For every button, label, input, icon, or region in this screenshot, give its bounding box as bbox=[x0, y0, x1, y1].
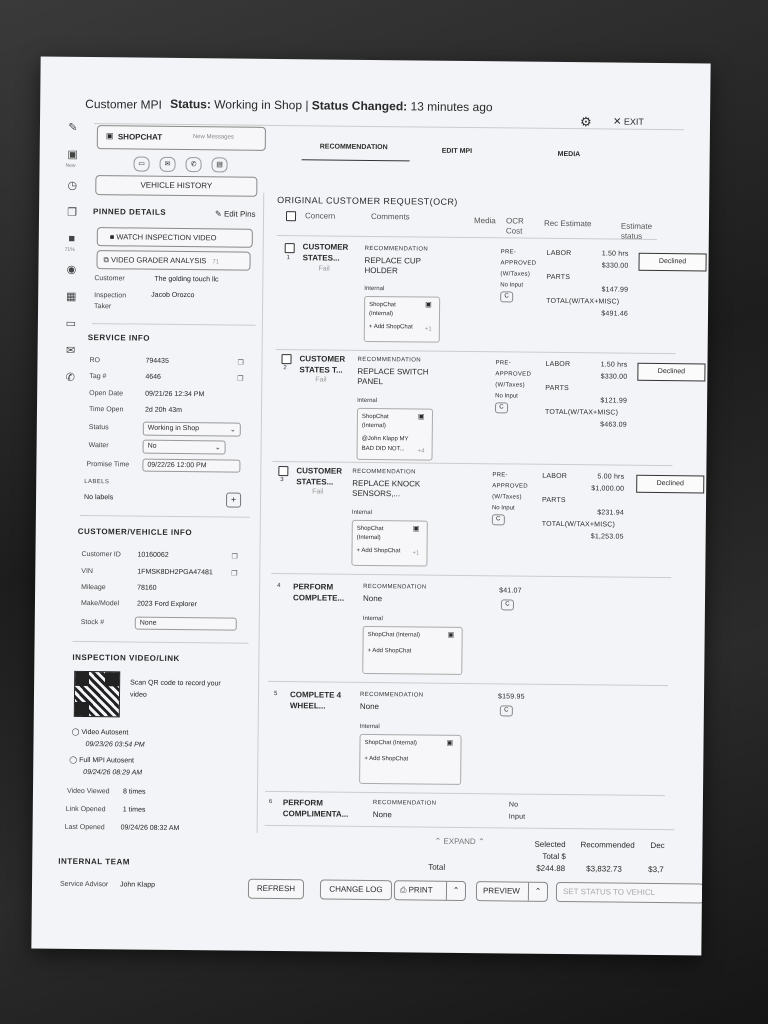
recommended-header: Recommended bbox=[580, 840, 635, 850]
copy-icon[interactable]: ❐ bbox=[67, 206, 78, 219]
rec-name: None bbox=[372, 810, 392, 820]
row-checkbox[interactable] bbox=[281, 354, 291, 364]
shopchat-box[interactable] bbox=[351, 520, 427, 567]
waiter-select-value: No bbox=[147, 442, 157, 450]
time-open-label: Time Open bbox=[88, 406, 124, 414]
pre-approved bbox=[492, 470, 528, 525]
pencil-icon: ✎ bbox=[215, 209, 222, 219]
printer-icon: ⎙ bbox=[399, 885, 407, 895]
chat-add-icon[interactable]: ▣ bbox=[412, 525, 420, 533]
labor-hours: 5.00 hrs bbox=[597, 473, 625, 481]
labor-label: LABOR bbox=[546, 249, 572, 258]
shopchat-label: SHOPCHAT bbox=[117, 132, 163, 142]
chevron-up-icon: ⌃ bbox=[434, 836, 442, 846]
labor-hours: 1.50 hrs bbox=[600, 361, 628, 369]
expand-label: EXPAND bbox=[443, 836, 476, 847]
pre-line3: (W/Taxes) bbox=[500, 271, 531, 278]
labor-label: LABOR bbox=[545, 360, 571, 369]
watch-inspection-video-button[interactable] bbox=[97, 227, 253, 248]
parts-label: PARTS bbox=[545, 384, 569, 393]
rec-line2: HOLDER bbox=[364, 265, 398, 276]
shopchat-icon: ▣ bbox=[105, 131, 114, 141]
print-button[interactable] bbox=[394, 880, 466, 901]
chat-add-icon[interactable]: ▣ bbox=[425, 301, 432, 309]
labels-value: No labels bbox=[84, 493, 114, 502]
concern-line2: STATES... bbox=[296, 477, 334, 487]
concern-line2: COMPLETE... bbox=[292, 593, 345, 603]
table-row bbox=[280, 351, 686, 463]
mpi-autosent-time: 09/24/26 08:29 AM bbox=[83, 769, 143, 777]
customer-value: The golding touch llc bbox=[154, 275, 219, 284]
check-circle-icon: ◯ bbox=[71, 728, 80, 736]
message-icon[interactable]: ▭ bbox=[65, 317, 77, 330]
checkbox-icon bbox=[286, 211, 296, 221]
sms-icon[interactable]: ▭ bbox=[133, 156, 149, 171]
column-divider bbox=[257, 193, 265, 833]
status-badge[interactable]: Declined bbox=[637, 363, 705, 382]
rec-name bbox=[364, 256, 421, 277]
video-viewed-label: Video Viewed bbox=[66, 787, 110, 796]
exit-button[interactable] bbox=[613, 117, 644, 128]
time-open-value: 2d 20h 43m bbox=[144, 406, 183, 415]
chevron-up-icon: ⌃ bbox=[477, 837, 485, 847]
c-button[interactable]: C bbox=[492, 514, 505, 525]
table-row bbox=[269, 793, 649, 841]
notes-icon[interactable]: ▤ bbox=[211, 157, 227, 172]
shopchat-box-title: ShopChat (Internal) bbox=[364, 739, 417, 747]
internal-label: Internal bbox=[357, 397, 378, 405]
rec-line2: PANEL bbox=[357, 376, 383, 387]
new-badge: New bbox=[65, 162, 76, 169]
pre-line2: APPROVED bbox=[500, 260, 537, 267]
add-shopchat-link[interactable]: + Add ShopChat bbox=[356, 547, 401, 555]
status-changed-label: Status Changed: bbox=[311, 98, 408, 114]
total-dollar-header: Total $ bbox=[542, 851, 566, 862]
rec-name bbox=[352, 479, 420, 500]
mpi-autosent bbox=[69, 755, 142, 780]
parts-amount: $147.99 bbox=[601, 286, 629, 294]
total-label: TOTAL(W/TAX+MISC) bbox=[541, 520, 616, 529]
rec-title: RECOMMENDATION bbox=[352, 468, 416, 476]
last-opened-label: Last Opened bbox=[64, 823, 105, 832]
mileage-label: Mileage bbox=[81, 583, 106, 592]
col-ocr-line2: Cost bbox=[505, 226, 523, 236]
stock-field[interactable]: None bbox=[135, 617, 237, 631]
last-opened-value: 09/24/26 08:32 AM bbox=[120, 824, 180, 833]
col-ocr-cost bbox=[506, 216, 524, 236]
link-opened-value: 1 times bbox=[122, 806, 146, 814]
estimate-block bbox=[542, 471, 625, 544]
close-icon: ✕ bbox=[612, 116, 622, 128]
table-row bbox=[271, 683, 652, 791]
shopchat-box-title: ShopChat bbox=[361, 413, 389, 421]
inspection-taker-value: Jacob Orozco bbox=[151, 291, 195, 300]
labor-amount: $1,000.00 bbox=[591, 485, 625, 493]
declined-header: Dec bbox=[650, 840, 665, 851]
pinned-divider bbox=[92, 323, 256, 326]
table-row bbox=[274, 575, 655, 683]
cv-divider bbox=[73, 641, 249, 644]
add-shopchat-link[interactable]: + Add ShopChat bbox=[367, 647, 412, 655]
rec-title: RECOMMENDATION bbox=[359, 691, 424, 699]
pre-approved bbox=[495, 358, 531, 413]
col-comments: Comments bbox=[370, 211, 410, 222]
change-log-button[interactable]: CHANGE LOG bbox=[320, 879, 392, 900]
add-label-button[interactable]: + bbox=[226, 492, 241, 507]
video-autosent-time: 09/23/26 03:54 PM bbox=[85, 741, 145, 749]
service-info-title: SERVICE INFO bbox=[87, 333, 151, 343]
col-rec-estimate: Rec Estimate bbox=[543, 218, 592, 229]
row-concern[interactable] bbox=[290, 689, 341, 712]
total-label: Total bbox=[428, 862, 446, 872]
customer-id-value: 10160062 bbox=[137, 551, 169, 559]
contact-icons bbox=[133, 152, 237, 172]
shopchat-box-subtitle: (Internal) bbox=[361, 422, 386, 430]
copy-tag-icon[interactable]: ❐ bbox=[237, 375, 244, 383]
row-fail: Fail bbox=[315, 376, 327, 384]
labor-amount: $330.00 bbox=[600, 373, 628, 381]
status-select[interactable] bbox=[143, 422, 241, 437]
mpi-tabs bbox=[302, 143, 674, 159]
rec-title: RECOMMENDATION bbox=[357, 356, 422, 364]
inspection-taker-label bbox=[94, 290, 126, 312]
pre-line1: PRE- bbox=[495, 360, 512, 367]
row-fail: Fail bbox=[318, 265, 330, 273]
concern-line1: COMPLETE 4 bbox=[289, 690, 342, 700]
chat-icon[interactable]: ▣ bbox=[67, 148, 78, 161]
copy-vin-icon[interactable]: ❐ bbox=[231, 570, 238, 578]
pin-icon[interactable]: ✎ bbox=[68, 121, 78, 134]
table-row bbox=[282, 239, 687, 351]
pinned-details-title: PINNED DETAILS bbox=[93, 207, 167, 217]
status-badge[interactable]: Declined bbox=[638, 253, 706, 272]
qr-code bbox=[74, 671, 120, 717]
row-checkbox[interactable] bbox=[278, 466, 288, 476]
link-opened-label: Link Opened bbox=[65, 805, 106, 814]
qr-text-line1: Scan QR code to record your bbox=[130, 679, 221, 688]
video-grader-button[interactable] bbox=[96, 250, 250, 271]
shopchat-box-title: ShopChat bbox=[369, 301, 396, 309]
vin-label: VIN bbox=[81, 567, 94, 576]
total-amount: $491.46 bbox=[601, 310, 629, 318]
labor-label: LABOR bbox=[542, 472, 568, 481]
edit-pins-button[interactable] bbox=[215, 209, 256, 218]
row-number: 3 bbox=[280, 477, 284, 484]
tab-active-underline bbox=[302, 159, 410, 161]
col-concern: Concern bbox=[304, 211, 336, 221]
page-title: Customer MPI bbox=[85, 96, 162, 112]
ro-value: 794435 bbox=[145, 357, 169, 365]
col-status-line2: status bbox=[620, 231, 643, 241]
tag-label: Tag # bbox=[89, 373, 107, 381]
shopchat-box-subtitle: (Internal) bbox=[368, 310, 394, 318]
make-model-value: 2023 Ford Explorer bbox=[136, 600, 197, 609]
email-icon[interactable]: ✉ bbox=[159, 157, 175, 172]
stock-label: Stock # bbox=[80, 618, 105, 627]
shopchat-box[interactable] bbox=[359, 734, 462, 785]
tag-value: 4646 bbox=[145, 373, 161, 381]
concern-line1: PERFORM bbox=[293, 582, 334, 592]
pre-line1: PRE- bbox=[492, 472, 508, 479]
video-autosent bbox=[71, 727, 144, 752]
parts-amount: $121.99 bbox=[600, 397, 628, 405]
customer-label: Customer bbox=[94, 275, 125, 283]
chat-add-icon[interactable]: ▣ bbox=[447, 631, 455, 639]
status-separator: | bbox=[305, 98, 309, 113]
tab-edit-mpi[interactable]: EDIT MPI bbox=[441, 147, 473, 156]
copy-customer-id-icon[interactable]: ❐ bbox=[231, 553, 238, 561]
printed-page bbox=[31, 57, 710, 956]
vin-value: 1FMSK8DH2PGA47481 bbox=[137, 568, 213, 577]
total-label: TOTAL(W/TAX+MISC) bbox=[546, 297, 620, 306]
chevron-down-icon: ⌄ bbox=[214, 444, 221, 452]
concern-line2: COMPLIMENTA... bbox=[282, 809, 349, 819]
copy-ro-icon[interactable]: ❐ bbox=[237, 359, 244, 367]
row-concern[interactable] bbox=[303, 241, 349, 263]
recommended-total: $3,832.73 bbox=[586, 864, 622, 874]
concern-line1: CUSTOMER bbox=[299, 354, 346, 364]
row-concern[interactable] bbox=[299, 353, 345, 375]
inspection-label-line2: Taker bbox=[94, 303, 112, 311]
tab-recommendation[interactable]: RECOMMENDATION bbox=[319, 143, 388, 152]
total-amount: $1,253.05 bbox=[590, 533, 624, 541]
shopchat-box[interactable] bbox=[362, 626, 462, 675]
video-viewed-value: 8 times bbox=[122, 788, 146, 796]
promise-time-field[interactable]: 09/22/26 12:00 PM bbox=[142, 459, 240, 473]
row-number: 1 bbox=[286, 255, 290, 262]
row-checkbox[interactable] bbox=[285, 243, 295, 253]
user-icon[interactable]: ◉ bbox=[66, 263, 77, 276]
video-percent: 71% bbox=[64, 246, 75, 253]
shopchat-box-count: +1 bbox=[424, 326, 432, 333]
estimate-block bbox=[545, 359, 628, 432]
video-autosent-label: Video Autosent bbox=[81, 728, 129, 737]
add-shopchat-link[interactable]: + Add ShopChat bbox=[364, 755, 409, 763]
preview-button[interactable] bbox=[476, 881, 548, 902]
edit-pins-label: Edit Pins bbox=[223, 209, 256, 219]
make-model-label: Make/Model bbox=[80, 599, 120, 608]
shopchat-box-count: +1 bbox=[412, 550, 420, 557]
table-row bbox=[277, 463, 684, 575]
service-divider bbox=[80, 515, 250, 518]
selected-header: Selected bbox=[534, 839, 566, 850]
history-icon[interactable]: ◷ bbox=[67, 179, 78, 192]
chat-add-icon[interactable]: ▣ bbox=[446, 739, 454, 747]
shopchat-box-count: +4 bbox=[417, 448, 425, 455]
total-amount: $463.09 bbox=[600, 421, 627, 429]
rec-line2: SENSORS,... bbox=[352, 488, 401, 499]
pre-line1: PRE- bbox=[500, 249, 517, 256]
preview-label: PREVIEW bbox=[482, 886, 520, 896]
chat-add-icon[interactable]: ▣ bbox=[417, 413, 425, 421]
inspection-video-link-title: INSPECTION VIDEO/LINK bbox=[72, 652, 180, 664]
rec-name: None bbox=[362, 593, 383, 604]
service-advisor-label: Service Advisor bbox=[59, 880, 109, 889]
pre-line2: APPROVED bbox=[495, 371, 532, 378]
call-icon[interactable]: ✆ bbox=[185, 157, 201, 172]
no-input: No Input bbox=[491, 505, 515, 512]
open-date-label: Open Date bbox=[89, 390, 124, 398]
expand-button[interactable] bbox=[434, 837, 484, 847]
check-circle-icon: ◯ bbox=[69, 756, 78, 764]
col-ocr-line1: OCR bbox=[505, 216, 524, 226]
qr-icon[interactable]: ▦ bbox=[65, 290, 77, 303]
internal-label: Internal bbox=[364, 285, 385, 293]
status-label: Status: bbox=[170, 96, 211, 112]
status-select-value: Working in Shop bbox=[147, 424, 200, 433]
mileage-value: 78160 bbox=[137, 584, 157, 592]
rec-line1: REPLACE KNOCK bbox=[352, 478, 421, 489]
print-label: PRINT bbox=[408, 885, 433, 895]
refresh-button[interactable]: REFRESH bbox=[248, 879, 304, 900]
watch-video-label: WATCH INSPECTION VIDEO bbox=[116, 232, 217, 243]
shopchat-button[interactable] bbox=[97, 125, 266, 151]
no-input-line2: Input bbox=[508, 813, 526, 821]
customer-vehicle-title: CUSTOMER/VEHICLE INFO bbox=[77, 526, 193, 538]
tab-media[interactable]: MEDIA bbox=[557, 150, 581, 159]
phone-icon[interactable]: ✆ bbox=[65, 371, 75, 384]
video-icon: ■ bbox=[109, 232, 115, 242]
row-number: 6 bbox=[268, 798, 273, 805]
chevron-down-icon: ⌄ bbox=[229, 426, 236, 434]
selected-total: $244.88 bbox=[536, 863, 566, 874]
pre-line3: (W/Taxes) bbox=[495, 382, 526, 389]
concern-line1: PERFORM bbox=[282, 798, 323, 808]
qr-instructions bbox=[130, 677, 221, 702]
pre-line2: APPROVED bbox=[492, 483, 528, 490]
status-line bbox=[170, 97, 493, 114]
no-input: No Input bbox=[495, 393, 518, 400]
ocr-cost bbox=[509, 799, 526, 823]
no-input: No Input bbox=[500, 282, 524, 289]
declined-total: $3,7 bbox=[648, 864, 664, 875]
col-status-line1: Estimate bbox=[620, 221, 653, 231]
row-concern[interactable] bbox=[296, 465, 342, 487]
vehicle-history-button[interactable]: VEHICLE HISTORY bbox=[95, 175, 257, 197]
rec-title: RECOMMENDATION bbox=[372, 800, 437, 807]
status-field-label: Status bbox=[88, 424, 109, 432]
row-number: 5 bbox=[273, 690, 278, 698]
select-all-checkbox[interactable] bbox=[286, 211, 296, 223]
parts-label: PARTS bbox=[542, 496, 566, 505]
mail-icon[interactable]: ✉ bbox=[65, 344, 76, 357]
shopchat-box-subtitle: (Internal) bbox=[356, 534, 381, 542]
mpi-autosent-label: Full MPI Autosent bbox=[79, 756, 135, 765]
labor-amount: $330.00 bbox=[601, 262, 629, 270]
status-changed-value: 13 minutes ago bbox=[410, 99, 493, 115]
status-badge[interactable]: Declined bbox=[636, 475, 704, 494]
labor-hours: 1.50 hrs bbox=[601, 250, 629, 258]
estimate-block bbox=[546, 248, 629, 321]
shopchat-message-line2: BAD DID NOT... bbox=[361, 445, 405, 453]
col-media: Media bbox=[473, 216, 496, 226]
open-date-value: 09/21/26 12:34 PM bbox=[145, 390, 205, 399]
labels-title: LABELS bbox=[84, 478, 110, 486]
internal-label: Internal bbox=[359, 723, 380, 731]
pre-approved bbox=[500, 247, 536, 302]
concern-line2: STATES T... bbox=[299, 365, 343, 375]
shopchat-box[interactable] bbox=[356, 408, 433, 461]
chevron-up-icon[interactable]: ⌃ bbox=[446, 882, 465, 900]
concern-line1: CUSTOMER bbox=[296, 466, 343, 476]
no-input-line1: No bbox=[508, 801, 519, 809]
set-status-button[interactable]: SET STATUS TO VEHICL bbox=[556, 882, 704, 904]
waiter-select[interactable] bbox=[143, 440, 226, 455]
rec-title: RECOMMENDATION bbox=[363, 583, 427, 591]
row-concern[interactable] bbox=[283, 797, 349, 820]
row-number: 4 bbox=[277, 583, 281, 590]
row-fail: Fail bbox=[312, 488, 324, 496]
external-link-icon: ⧉ bbox=[103, 255, 109, 265]
rec-line1: REPLACE CUP bbox=[364, 255, 422, 266]
waiter-label: Waiter bbox=[88, 442, 109, 450]
promise-time-label: Promise Time bbox=[86, 461, 130, 469]
customer-id-label: Customer ID bbox=[81, 550, 121, 559]
shopchat-box[interactable] bbox=[364, 296, 440, 343]
shopchat-box-title: ShopChat bbox=[356, 525, 384, 533]
video-grader-label: VIDEO GRADER ANALYSIS bbox=[110, 255, 207, 266]
gear-icon[interactable]: ⚙ bbox=[579, 114, 592, 130]
video-grader-score: 71 bbox=[212, 259, 220, 266]
concern-line2: WHEEL... bbox=[289, 701, 326, 711]
exit-label: EXIT bbox=[623, 116, 645, 127]
parts-amount: $231.94 bbox=[597, 509, 624, 517]
row-concern[interactable] bbox=[293, 581, 344, 604]
video-icon[interactable]: ■ bbox=[68, 232, 76, 245]
qr-text-line2: video bbox=[129, 691, 147, 699]
concern-line1: CUSTOMER bbox=[302, 242, 349, 252]
shopchat-new-messages: New Messages bbox=[192, 134, 234, 141]
c-button[interactable]: C bbox=[495, 402, 508, 413]
pre-line3: (W/Taxes) bbox=[492, 494, 522, 501]
chevron-up-icon[interactable]: ⌃ bbox=[528, 883, 547, 901]
total-label: TOTAL(W/TAX+MISC) bbox=[544, 408, 619, 417]
c-button[interactable]: C bbox=[500, 705, 513, 716]
parts-label: PARTS bbox=[546, 273, 571, 282]
rec-name bbox=[357, 367, 428, 388]
rec-line1: REPLACE SWITCH bbox=[357, 366, 429, 377]
c-button[interactable]: C bbox=[500, 291, 513, 302]
concern-line2: STATES... bbox=[302, 253, 340, 263]
c-button[interactable]: C bbox=[501, 599, 514, 610]
ro-label: RO bbox=[89, 357, 101, 365]
service-advisor-value: John Klapp bbox=[119, 881, 156, 889]
internal-team-title: INTERNAL TEAM bbox=[58, 856, 130, 867]
rec-title: RECOMMENDATION bbox=[364, 245, 429, 253]
add-shopchat-link[interactable]: + Add ShopChat bbox=[368, 323, 413, 331]
ocr-cost: $41.07 bbox=[499, 587, 522, 595]
shopchat-box-title: ShopChat (Internal) bbox=[367, 631, 421, 639]
ocr-cost: $159.95 bbox=[497, 693, 525, 701]
status-value: Working in Shop bbox=[214, 97, 303, 113]
row-number: 2 bbox=[283, 365, 287, 372]
rec-name: None bbox=[359, 701, 380, 712]
inspection-label-line1: Inspection bbox=[94, 292, 127, 300]
internal-label: Internal bbox=[351, 509, 372, 517]
internal-label: Internal bbox=[362, 615, 383, 623]
ocr-title: ORIGINAL CUSTOMER REQUEST(OCR) bbox=[277, 195, 458, 207]
shopchat-message-line1: @John Klapp MY bbox=[361, 435, 409, 443]
